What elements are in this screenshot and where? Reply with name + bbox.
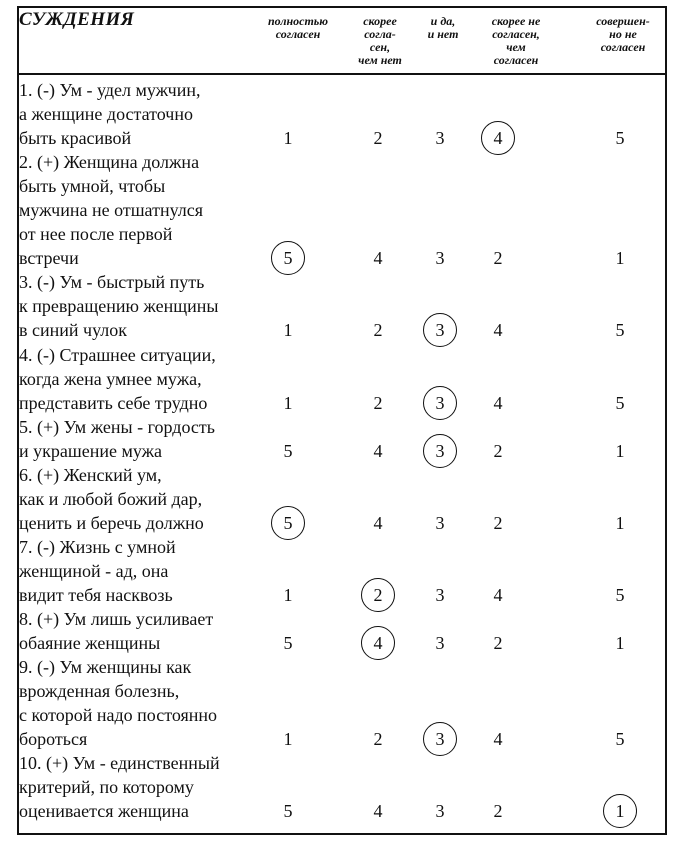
- score-option[interactable]: 1: [615, 441, 625, 461]
- score-option[interactable]: 5: [283, 801, 293, 821]
- score-option[interactable]: 4: [493, 393, 503, 413]
- statement-text: 8. (+) Ум лишь усиливает обаяние женщины: [19, 609, 214, 653]
- score-option[interactable]: 4: [493, 585, 503, 605]
- score-option[interactable]: 4: [493, 320, 503, 340]
- score-option[interactable]: 2: [493, 441, 503, 461]
- score-option[interactable]: 1: [615, 248, 625, 268]
- selected-answer-circle: [423, 434, 457, 468]
- score-option[interactable]: 5: [615, 729, 625, 749]
- selected-answer-circle: [423, 313, 457, 347]
- score-option[interactable]: 3: [435, 320, 445, 340]
- header-divider: [17, 73, 667, 75]
- statement-text: 2. (+) Женщина должна быть умной, чтобы мужчина не отшатнулся от нее после первой встречи: [19, 152, 204, 268]
- score-option[interactable]: 2: [493, 633, 503, 653]
- selected-answer-circle: [423, 386, 457, 420]
- score-option[interactable]: 5: [283, 248, 293, 268]
- score-option[interactable]: 4: [373, 248, 383, 268]
- selected-answer-circle: [603, 794, 637, 828]
- score-option[interactable]: 2: [373, 128, 383, 148]
- score-option[interactable]: 1: [615, 513, 625, 533]
- score-option[interactable]: 2: [493, 513, 503, 533]
- statement-text: 1. (-) Ум - удел мужчин, а женщине достаточно быть красивой: [19, 80, 201, 148]
- score-option[interactable]: 2: [493, 801, 503, 821]
- score-option[interactable]: 3: [435, 441, 445, 461]
- score-option[interactable]: 5: [283, 441, 293, 461]
- column-header-fully-disagree: совершен- но не согласен: [596, 14, 650, 54]
- score-option[interactable]: 1: [283, 320, 293, 340]
- score-option[interactable]: 3: [435, 393, 445, 413]
- column-header-fully-agree: полностью согласен: [267, 14, 329, 41]
- score-option[interactable]: 4: [373, 801, 383, 821]
- statement-text: 7. (-) Жизнь с умной женщиной - ад, она видит тебя насквозь: [19, 537, 176, 605]
- selected-answer-circle: [361, 626, 395, 660]
- score-option[interactable]: 3: [435, 585, 445, 605]
- score-option[interactable]: 2: [373, 320, 383, 340]
- score-option[interactable]: 3: [435, 729, 445, 749]
- score-option[interactable]: 4: [373, 513, 383, 533]
- score-option[interactable]: 4: [493, 128, 503, 148]
- score-option[interactable]: 2: [493, 248, 503, 268]
- score-option[interactable]: 5: [615, 585, 625, 605]
- score-option[interactable]: 2: [373, 729, 383, 749]
- statement-text: 6. (+) Женский ум, как и любой божий дар, ценить и беречь должно: [19, 465, 204, 533]
- score-option[interactable]: 1: [283, 729, 293, 749]
- statement-text: 5. (+) Ум жены - гордость и украшение мужа: [19, 417, 215, 461]
- score-option[interactable]: 1: [283, 128, 293, 148]
- column-header-neutral: и да, и нет: [427, 14, 459, 41]
- selected-answer-circle: [423, 722, 457, 756]
- score-option[interactable]: 1: [283, 393, 293, 413]
- column-header-rather-agree: скорее согла- сен, чем нет: [358, 14, 402, 67]
- score-option[interactable]: 4: [373, 441, 383, 461]
- score-option[interactable]: 3: [435, 248, 445, 268]
- score-option[interactable]: 1: [283, 585, 293, 605]
- score-option[interactable]: 3: [435, 801, 445, 821]
- score-option[interactable]: 3: [435, 128, 445, 148]
- score-option[interactable]: 3: [435, 513, 445, 533]
- selected-answer-circle: [361, 578, 395, 612]
- statement-text: 10. (+) Ум - единственный критерий, по которому оценивается женщина: [19, 753, 220, 821]
- score-option[interactable]: 2: [373, 585, 383, 605]
- selected-answer-circle: [481, 121, 515, 155]
- score-option[interactable]: 5: [615, 320, 625, 340]
- score-option[interactable]: 3: [435, 633, 445, 653]
- statement-text: 3. (-) Ум - быстрый путь к превращению женщины в синий чулок: [19, 272, 219, 340]
- score-option[interactable]: 4: [373, 633, 383, 653]
- table-title: СУЖДЕНИЯ: [19, 9, 135, 30]
- score-option[interactable]: 2: [373, 393, 383, 413]
- score-option[interactable]: 4: [493, 729, 503, 749]
- statement-text: 4. (-) Страшнее ситуации, когда жена умнее мужа, представить себе трудно: [19, 345, 216, 413]
- score-option[interactable]: 1: [615, 801, 625, 821]
- statement-text: 9. (-) Ум женщины как врожденная болезнь, с которой надо постоянно бороться: [19, 657, 218, 749]
- score-option[interactable]: 5: [283, 633, 293, 653]
- score-option[interactable]: 5: [283, 513, 293, 533]
- score-option[interactable]: 5: [615, 393, 625, 413]
- score-option[interactable]: 1: [615, 633, 625, 653]
- score-option[interactable]: 5: [615, 128, 625, 148]
- column-header-rather-disagree: скорее не согласен, чем согласен: [491, 14, 541, 67]
